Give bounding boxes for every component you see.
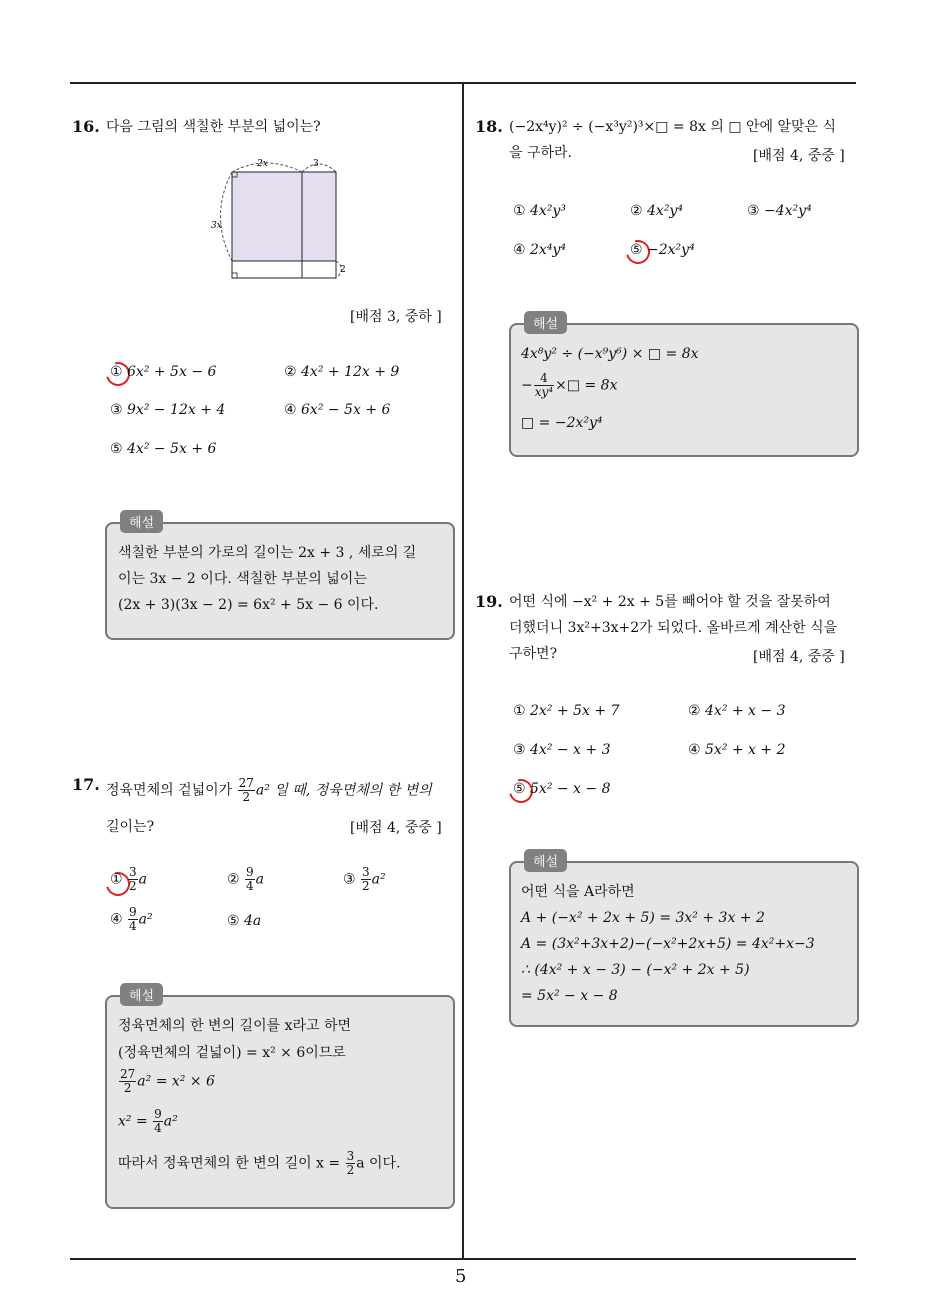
- q17-solution-label: 해설: [120, 983, 163, 1006]
- q17-option-4[interactable]: ④ $\frac{9}{4}$ a²: [110, 905, 153, 933]
- q16-option-1[interactable]: ① 6x² + 5x − 6: [110, 364, 217, 380]
- q16-solution-text: 색칠한 부분의 가로의 길이는 2x + 3 , 세로의 길 이는 3x − 2 이다. 색칠한 부분의 넓이는 (2x + 3)(3x − 2) = 6x² + 5x − 6 이다.: [118, 545, 417, 613]
- q17-text-line2: 길이는?: [106, 819, 155, 835]
- q16-meta: [배점 3, 중하 ]: [350, 309, 442, 325]
- figure-label-top-b: 3: [313, 159, 319, 169]
- q17-option-3[interactable]: ③ $\frac{3}{2}$ a²: [343, 865, 386, 893]
- q19-meta: [배점 4, 중중 ]: [753, 649, 845, 665]
- q18-text-line1: (−2x⁴y)² ÷ (−x³y²)³×□ = 8x 의 □ 안에 알맞은 식: [509, 119, 837, 135]
- q18-option-3[interactable]: ③ −4x²y⁴: [747, 203, 812, 219]
- q18-option-5[interactable]: ⑤ −2x²y⁴: [630, 242, 695, 258]
- q18-text-line2: 을 구하라.: [509, 145, 572, 161]
- q19-solution-text: 어떤 식을 A라하면 A + (−x² + 2x + 5) = 3x² + 3x + 2 A = (3x²+3x+2)−(−x²+2x+5) = 4x²+x−3 ∴ (4x² + x − 3) − (−x² + 2x + 5) = 5x² − x − 8: [521, 884, 815, 1004]
- q16-number: 16.: [72, 117, 100, 136]
- q19-text-line3: 구하면?: [509, 646, 558, 662]
- page-number: 5: [455, 1266, 467, 1287]
- q16-solution-label: 해설: [120, 510, 163, 533]
- q16-figure: [205, 152, 365, 282]
- q17-option-1[interactable]: ① $\frac{3}{2}$ a: [110, 865, 148, 893]
- q19-option-4[interactable]: ④ 5x² + x + 2: [688, 742, 786, 758]
- q19-solution-label: 해설: [524, 849, 567, 872]
- q17-solution-line1: 정육면체의 한 변의 길이를 x라고 하면: [118, 1018, 352, 1034]
- q16-option-4[interactable]: ④ 6x² − 5x + 6: [284, 402, 391, 418]
- q19-option-3[interactable]: ③ 4x² − x + 3: [513, 742, 611, 758]
- q19-text-line1: 어떤 식에 −x² + 2x + 5를 빼어야 할 것을 잘못하여: [509, 594, 831, 610]
- figure-label-top-a: 2x: [257, 159, 268, 169]
- q18-solution-line2: − $\frac{4}{\text{xy⁴}}$ ×□ = 8x: [521, 371, 618, 399]
- q18-option-1[interactable]: ① 4x²y³: [513, 203, 566, 219]
- q17-option-2[interactable]: ② $\frac{9}{4}$ a: [227, 865, 265, 893]
- q18-solution-label: 해설: [524, 311, 567, 334]
- q17-text: 정육면체의 겉넓이가 $\frac{27}{2}$ a² 일 때, 정육면체의 한 변의: [106, 776, 432, 804]
- figure-label-right: 2: [340, 265, 346, 275]
- q19-number: 19.: [475, 592, 503, 611]
- figure-label-left: 3x: [211, 221, 222, 231]
- q17-solution-line2: (정육면체의 겉넓이) = x² × 6이므로: [118, 1045, 346, 1061]
- q17-number: 17.: [72, 775, 100, 794]
- q18-solution-line1: 4x⁸y² ÷ (−x⁹y⁶) × □ = 8x: [521, 346, 699, 362]
- q16-option-5[interactable]: ⑤ 4x² − 5x + 6: [110, 441, 217, 457]
- q19-text-line2: 더했더니 3x²+3x+2가 되었다. 올바르게 계산한 식을: [509, 620, 838, 636]
- q16-option-2[interactable]: ② 4x² + 12x + 9: [284, 364, 400, 380]
- q18-option-4[interactable]: ④ 2x⁴y⁴: [513, 242, 566, 258]
- bottom-rule: [70, 1258, 856, 1260]
- q19-option-1[interactable]: ① 2x² + 5x + 7: [513, 703, 620, 719]
- q17-meta: [배점 4, 중중 ]: [350, 820, 442, 836]
- q19-option-5[interactable]: ⑤ 5x² − x − 8: [513, 781, 611, 797]
- q18-option-2[interactable]: ② 4x²y⁴: [630, 203, 683, 219]
- q18-solution-line3: □ = −2x²y⁴: [521, 415, 603, 431]
- q16-option-3[interactable]: ③ 9x² − 12x + 4: [110, 402, 226, 418]
- q17-solution-line4: x² = $\frac{9}{4}$ a²: [118, 1107, 178, 1135]
- q17-solution-line3: $\frac{27}{2}$ a² = x² × 6: [120, 1067, 215, 1095]
- q17-solution-line5: 따라서 정육면체의 한 변의 길이 x = $\frac{3}{2}$ a 이다.: [118, 1149, 401, 1177]
- q18-meta: [배점 4, 중중 ]: [753, 148, 845, 164]
- q19-option-2[interactable]: ② 4x² + x − 3: [688, 703, 786, 719]
- q17-option-5[interactable]: ⑤ 4a: [227, 913, 262, 929]
- q18-number: 18.: [475, 117, 503, 136]
- column-divider: [462, 84, 464, 1260]
- q16-text: 다음 그림의 색칠한 부분의 넓이는?: [106, 119, 321, 135]
